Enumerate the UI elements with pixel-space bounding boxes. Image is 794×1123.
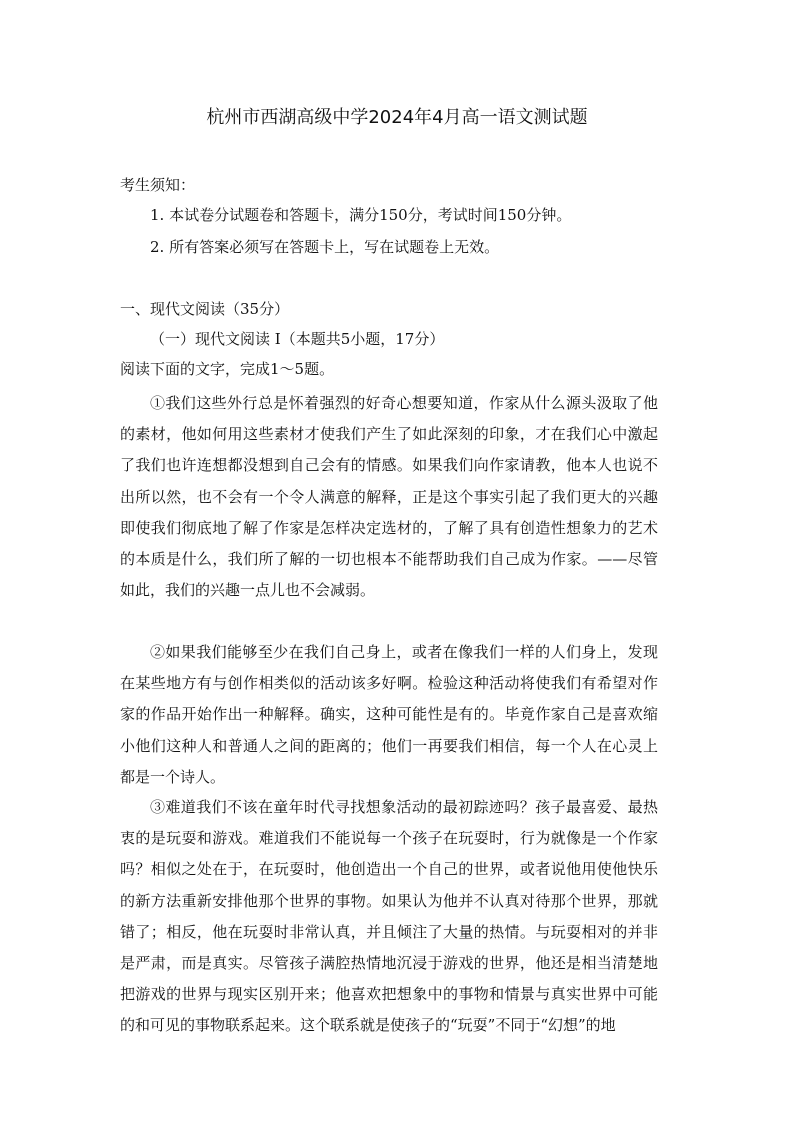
paragraph-1: ①我们这些外行总是怀着强烈的好奇心想要知道，作家从什么源头汲取了他的素材，他如何用这些素材才使我们产生了如此深刻的印象，才在我们心中激起了我们也许连想都没想到自己会有的情感。如果我们向作家请教，他本人也说不出所以然，也不会有一个令人满意的解释，正是这个事实引起了我们更大的兴趣即使我们彻底地了解了作家是怎样决定选材的，了解了具有创造性想象力的艺术的本质是什么，我们所了解的一切也根本不能帮助我们自己成为作家。——尽管如此，我们的兴趣一点儿也不会减弱。 xyxy=(120,394,658,600)
page-title: 杭州市西湖高级中学2024年4月高一语文测试题 xyxy=(206,107,588,128)
paragraph-2: ②如果我们能够至少在我们自己身上，或者在像我们一样的人们身上，发现在某些地方有与创作相类似的活动该多好啊。检验这种活动将使我们有希望对作家的作品开始作出一种解释。确实，这种可能性是有的。毕竟作家自己是喜欢缩小他们这种人和普通人之间的距离的；他们一再要我们相信，每一个人在心灵上都是一个诗人。 xyxy=(120,643,658,786)
notice-heading: 考生须知： xyxy=(120,176,196,194)
reading-instruction: 阅读下面的文字，完成1～5题。 xyxy=(120,360,335,378)
paragraph-3: ③难道我们不该在童年时代寻找想象活动的最初踪迹吗？孩子最喜爱、最热衷的是玩耍和游戏。难道我们不能说每一个孩子在玩耍时，行为就像是一个作家吗？相似之处在于，在玩耍时，他创造出一个自己的世界，或者说他用使他快乐的新方法重新安排他那个世界的事物。如果认为他并不认真对待那个世界，那就错了；相反，他在玩耍时非常认真，并且倾注了大量的热情。与玩耍相对的并非是严肃，而是真实。尽管孩子满腔热情地沉浸于游戏的世界，他还是相当清楚地把游戏的世界与现实区别开来；他喜欢把想象中的事物和情景与真实世界中可能的和可见的事物联系起来。这个联系就是使孩子的“玩耍”不同于“幻想”的地 xyxy=(120,798,658,1035)
notice-item-2: 2. 所有答案必须写在答题卡上，写在试题卷上无效。 xyxy=(150,238,500,256)
notice-item-1: 1. 本试卷分试题卷和答题卡，满分150分，考试时间150分钟。 xyxy=(150,206,572,224)
section-heading: 一、现代文阅读（35分） xyxy=(120,300,290,318)
section-subheading: （一）现代文阅读 I（本题共5小题，17分） xyxy=(150,330,445,348)
